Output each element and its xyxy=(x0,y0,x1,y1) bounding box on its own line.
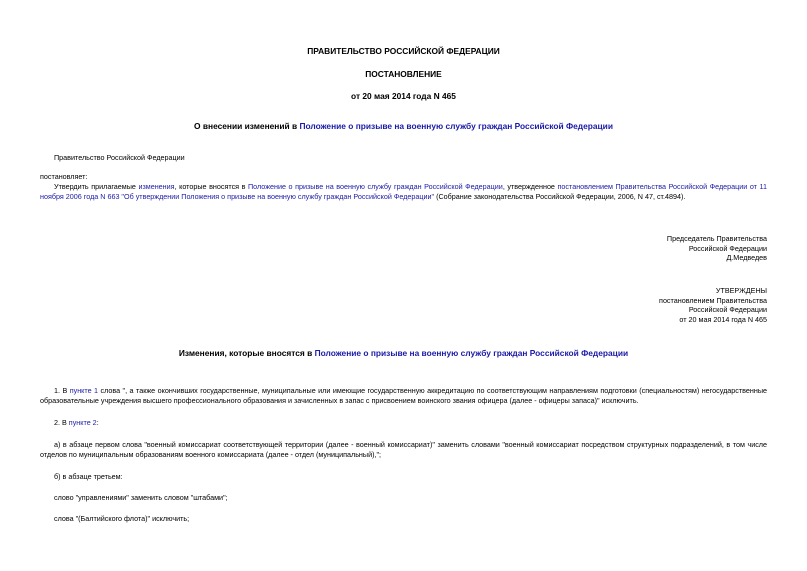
item2-text-b: : xyxy=(96,418,99,427)
change-item-2b-1: слово "управлениями" заменить словом "штабами"; xyxy=(54,493,228,502)
approved-line4: от 20 мая 2014 года N 465 xyxy=(679,314,767,324)
change-item-2b: б) в абзаце третьем: xyxy=(54,472,123,481)
item2-text-a: 2. В xyxy=(54,418,69,427)
preamble-line2: постановляет: xyxy=(40,172,88,181)
item1-text-a: 1. В xyxy=(54,386,70,395)
doc-title-prefix: О внесении изменений в xyxy=(194,121,300,131)
doc-date: от 20 мая 2014 года N 465 xyxy=(351,91,456,101)
p1-text-d: (Собрание законодательства Российской Федерации, 2006, N 47, ст.4894). xyxy=(434,191,686,201)
approved-line2: постановлением Правительства xyxy=(659,295,767,305)
signature-line1: Председатель Правительства xyxy=(666,234,767,243)
doc-title xyxy=(0,121,807,132)
change-item-1 xyxy=(40,386,767,405)
approved-line1: УТВЕРЖДЕНЫ xyxy=(715,286,767,295)
signature-line2: Российской Федерации xyxy=(688,243,767,253)
doc-type-heading: ПОСТАНОВЛЕНИЕ xyxy=(365,69,442,79)
item2-link[interactable]: пункте 2 xyxy=(68,418,97,427)
signature-block xyxy=(667,234,767,263)
changes-title xyxy=(0,348,807,359)
item1-link[interactable]: пункте 1 xyxy=(69,386,99,395)
preamble-paragraph xyxy=(40,182,767,201)
resolution-link[interactable]: постановлением Правительства Российской Федерации от 11 ноября 2006 года N 663 "Об утверждении Положения о призыве на военную службу граждан Российской Федерации" xyxy=(40,182,767,201)
p1-text-c: , утвержденное xyxy=(502,182,558,191)
signature-line3: Д.Медведев xyxy=(726,253,767,262)
change-item-2a: а) в абзаце первом слова "военный комиссариат соответствующей территории (далее - военный комиссариат)" заменить словами "военный комиссариат посредством структурных подразделений, в том числе отделов по муниципальным образованиям военного комиссариата (далее - отдел (муниципальный),"; xyxy=(40,440,767,459)
changes-title-prefix: Изменения, которые вносятся в xyxy=(178,348,315,358)
change-item-2 xyxy=(40,418,767,428)
item1-text-b: слова ", а также окончивших государственные, муниципальные или имеющие государственную аккредитацию по соответствующим направлениям подготовки (специальностям) негосударственные образовательные учреждения высшего профессионального образования и зачисленных в запас с присвоением воинского звания офицера (далее - офицеры запаса)" исключить. xyxy=(40,386,767,405)
preamble-line1: Правительство Российской Федерации xyxy=(54,153,185,162)
p1-text-b: , которые вносятся в xyxy=(174,182,248,191)
p1-text-a: Утвердить прилагаемые xyxy=(54,182,139,191)
approved-block xyxy=(659,286,767,324)
regulation-link[interactable]: Положение о призыве на военную службу граждан Российской Федерации xyxy=(248,182,503,191)
approved-line3: Российской Федерации xyxy=(688,305,767,314)
changes-title-link[interactable]: Положение о призыве на военную службу граждан Российской Федерации xyxy=(314,348,629,358)
government-heading: ПРАВИТЕЛЬСТВО РОССИЙСКОЙ ФЕДЕРАЦИИ xyxy=(307,46,500,56)
change-item-2b-2: слова "(Балтийского флота)" исключить; xyxy=(54,514,190,523)
changes-link[interactable]: изменения xyxy=(138,182,175,191)
doc-title-link[interactable]: Положение о призыве на военную службу граждан Российской Федерации xyxy=(299,121,613,131)
